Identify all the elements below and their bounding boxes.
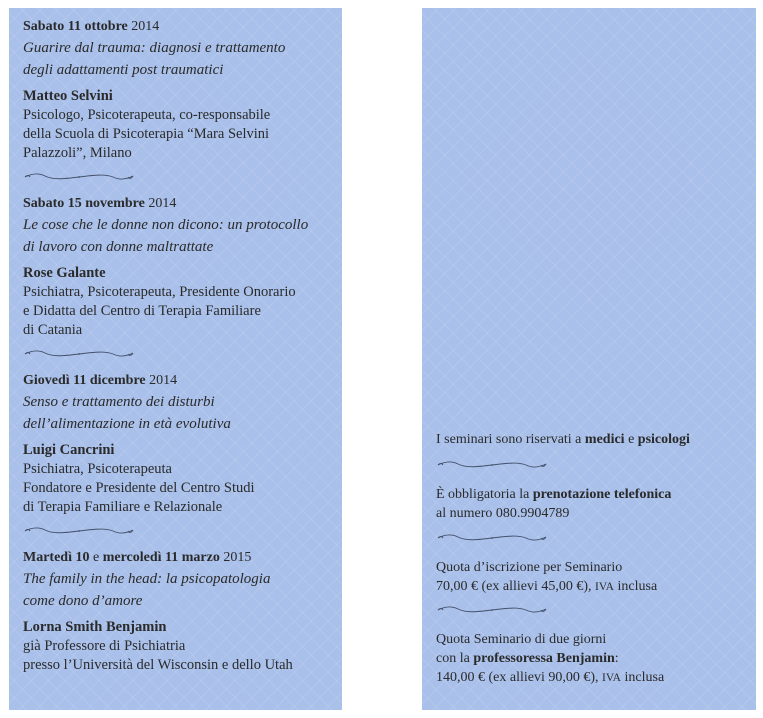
event-title: [23, 391, 342, 435]
booking-text: È obbligatoria la: [436, 487, 533, 502]
event-date-day: Giovedì 11 dicembre: [23, 373, 146, 388]
event-title-line: Le cose che le donne non dicono: un protocollo: [23, 217, 309, 233]
event-date-connector: e: [89, 550, 103, 565]
role-line: e Didatta del Centro di Terapia Familiare: [23, 303, 261, 319]
two-day-iva: IVA: [602, 672, 621, 684]
event-2: [23, 195, 342, 340]
two-day-amount: 140,00 € (ex allievi 90,00 €),: [436, 670, 603, 685]
two-day-fee-note: [436, 630, 664, 688]
booking-note: [436, 485, 671, 523]
role-line: di Catania: [23, 322, 83, 338]
event-date-day-a: Martedì 10: [23, 550, 90, 565]
event-date-year: 2014: [144, 196, 177, 211]
two-day-colon: :: [614, 651, 619, 666]
event-speaker-role: [23, 106, 342, 163]
flourish-divider-icon: [23, 172, 135, 182]
two-day-bold: professoressa Benjamin: [473, 651, 615, 666]
flourish-divider-icon: [436, 533, 548, 543]
event-date-year: 2014: [127, 19, 160, 34]
event-speaker-role: [23, 283, 342, 340]
fee-amount: 70,00 € (ex allievi 45,00 €),: [436, 579, 596, 594]
registration-info-panel: [422, 8, 756, 710]
event-date-year: 2015: [219, 550, 252, 565]
event-date: [23, 372, 342, 390]
event-title-line: di lavoro con donne maltrattate: [23, 239, 214, 255]
event-1: [23, 18, 342, 163]
role-line: Psichiatra, Psicoterapeuta, Presidente Onorario: [23, 284, 296, 300]
fee-title: Quota d’iscrizione per Seminario: [436, 560, 623, 575]
seminar-schedule-panel: [9, 8, 342, 710]
event-title: [23, 568, 342, 612]
event-3: [23, 372, 342, 517]
event-title-line: come dono d’amore: [23, 593, 143, 609]
flourish-divider-icon: [436, 605, 548, 615]
role-line: Fondatore e Presidente del Centro Studi: [23, 480, 255, 496]
fee-inclusa: inclusa: [614, 579, 658, 594]
event-4: [23, 549, 342, 675]
role-line: Palazzoli”, Milano: [23, 145, 132, 161]
event-date-year: 2014: [145, 373, 178, 388]
event-title-line: degli adattamenti post traumatici: [23, 62, 224, 78]
event-date: [23, 195, 342, 213]
event-speaker-role: [23, 460, 342, 517]
event-speaker: Luigi Cancrini: [23, 442, 115, 458]
event-date: [23, 549, 342, 567]
event-date-day: Sabato 15 novembre: [23, 196, 145, 211]
event-speaker: Lorna Smith Benjamin: [23, 619, 167, 635]
flourish-divider-icon: [23, 349, 135, 359]
role-line: Psicologo, Psicoterapeuta, co-responsabile: [23, 107, 271, 123]
event-title: [23, 214, 342, 258]
event-speaker: Rose Galante: [23, 265, 106, 281]
two-day-title: Quota Seminario di due giorni: [436, 632, 607, 647]
event-title-line: The family in the head: la psicopatologia: [23, 571, 271, 587]
role-line: di Terapia Familiare e Relazionale: [23, 499, 223, 515]
reserved-psicologi: psicologi: [637, 432, 690, 447]
fee-iva: IVA: [595, 581, 614, 593]
fee-note: [436, 558, 657, 597]
event-title-line: dell’alimentazione in età evolutiva: [23, 416, 231, 432]
role-line: presso l’Università del Wisconsin e dello Utah: [23, 657, 293, 673]
booking-bold: prenotazione telefonica: [532, 487, 672, 502]
event-title: [23, 37, 342, 81]
reserved-note: [436, 430, 690, 449]
reserved-medici: medici: [584, 432, 625, 447]
event-speaker: Matteo Selvini: [23, 88, 113, 104]
flourish-divider-icon: [23, 526, 135, 536]
reserved-text: I seminari sono riservati a: [436, 432, 585, 447]
role-line: Psichiatra, Psicoterapeuta: [23, 461, 172, 477]
booking-phone: al numero 080.9904789: [436, 506, 570, 521]
role-line: già Professore di Psichiatria: [23, 638, 186, 654]
event-date: [23, 18, 342, 36]
role-line: della Scuola di Psicoterapia “Mara Selvini: [23, 126, 270, 142]
event-date-day-b: mercoledì 11 marzo: [102, 550, 220, 565]
event-date-day: Sabato 11 ottobre: [23, 19, 128, 34]
event-title-line: Guarire dal trauma: diagnosi e trattamento: [23, 40, 286, 56]
flourish-divider-icon: [436, 460, 548, 470]
two-day-inclusa: inclusa: [621, 670, 665, 685]
reserved-connector: e: [624, 432, 638, 447]
two-day-text: con la: [436, 651, 474, 666]
event-speaker-role: [23, 637, 342, 675]
event-title-line: Senso e trattamento dei disturbi: [23, 394, 215, 410]
